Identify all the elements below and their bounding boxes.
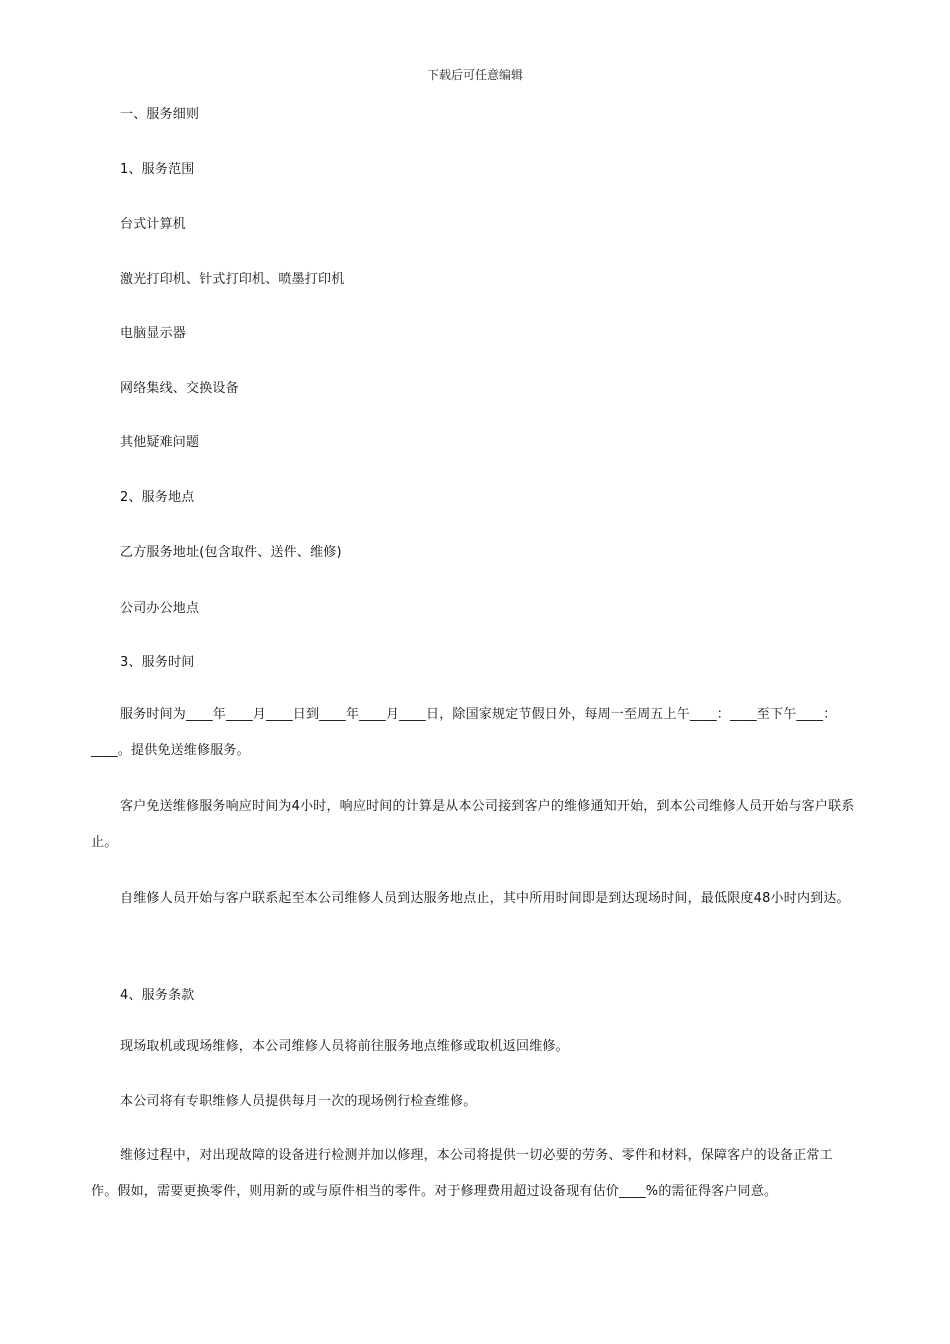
scope-item-monitor: 电脑显示器: [120, 326, 187, 341]
subsection-service-scope: 1、服务范围: [120, 162, 195, 177]
location-item-company-office: 公司办公地点: [120, 601, 200, 616]
subsection-service-location: 2、服务地点: [120, 490, 195, 505]
paragraph-repair-process: 维修过程中，对出现故障的设备进行检测并加以修理，本公司将提供一切必要的劳务、零件和材料，保障客户的设备正常工作。假如，需要更换零件，则用新的或与原件相当的零件。对于修理费用超过设备现有估价____%的需征得客户同意。: [91, 1148, 833, 1199]
section-title-service-details: 一、服务细则: [120, 107, 200, 122]
paragraph-monthly-check: 本公司将有专职维修人员提供每月一次的现场例行检查维修。: [120, 1094, 477, 1109]
subsection-service-terms: 4、服务条款: [120, 988, 195, 1003]
location-item-provider-address: 乙方服务地址(包含取件、送件、维修): [120, 545, 342, 560]
paragraph-arrival-time: 自维修人员开始与客户联系起至本公司维修人员到达服务地点止，其中所用时间即是到达现场时间，最低限度48小时内到达。: [120, 891, 850, 906]
subsection-service-time: 3、服务时间: [120, 655, 195, 670]
paragraph-service-hours: 服务时间为____年____月____日到____年____月____日，除国家规定节假日外，每周一至周五上午____：____至下午____：____。提供免送维修服务。: [91, 707, 837, 758]
paragraph-onsite-repair: 现场取机或现场维修，本公司维修人员将前往服务地点维修或取机返回维修。: [120, 1039, 569, 1054]
scope-item-desktop: 台式计算机: [120, 217, 187, 232]
paragraph-response-time: 客户免送维修服务响应时间为4小时，响应时间的计算是从本公司接到客户的维修通知开始，到本公司维修人员开始与客户联系止。: [91, 799, 855, 850]
scope-item-other: 其他疑难问题: [120, 435, 200, 450]
scope-item-network: 网络集线、交换设备: [120, 381, 239, 396]
scope-item-printers: 激光打印机、针式打印机、喷墨打印机: [120, 272, 345, 287]
page-header: 下载后可任意编辑: [426, 68, 523, 82]
